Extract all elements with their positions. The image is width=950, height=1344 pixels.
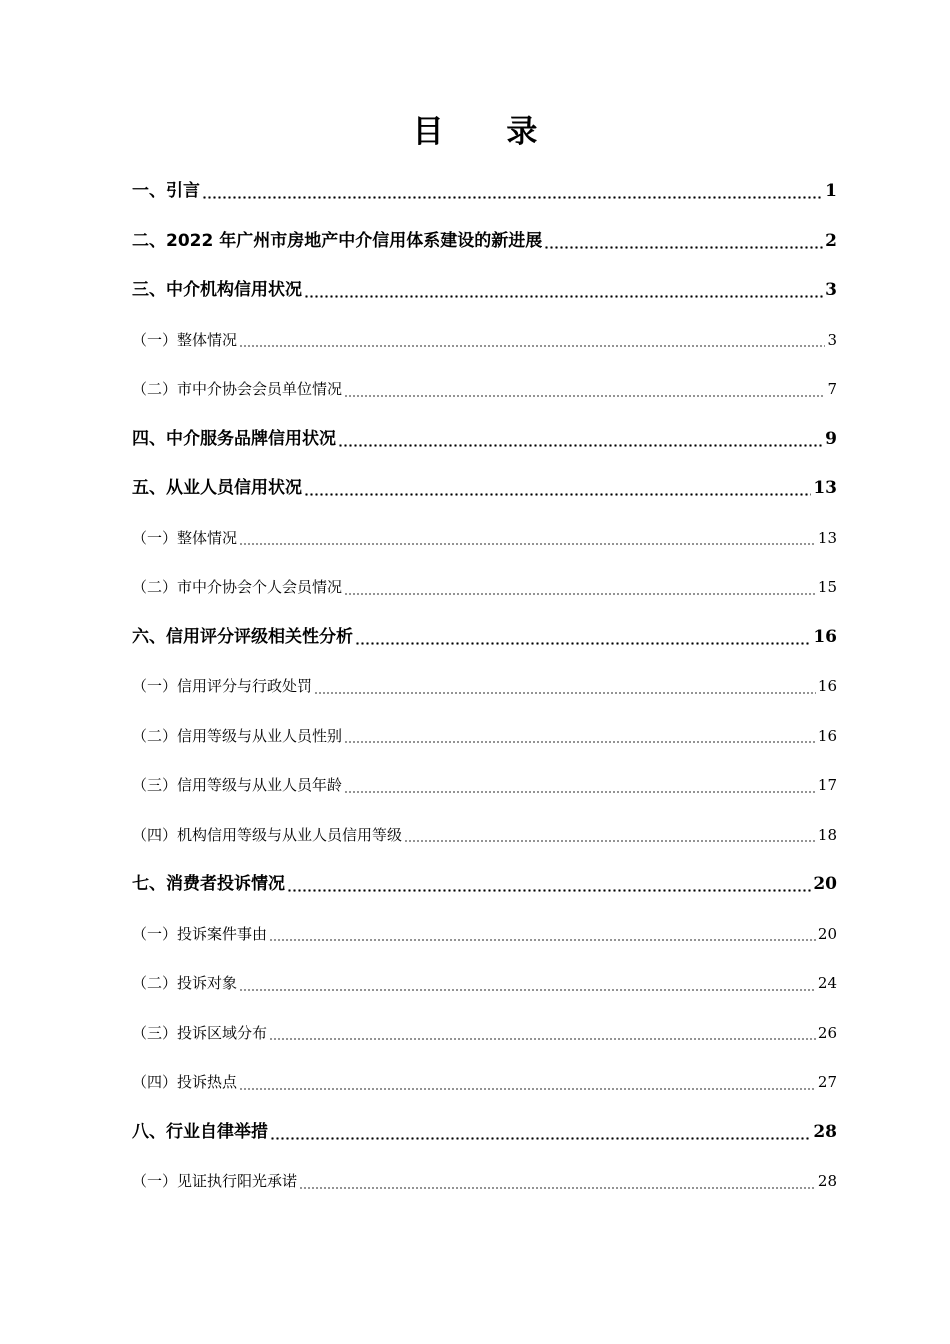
toc-entry-label: 五、从业人员信用状况 <box>132 478 302 498</box>
toc-entry[interactable] <box>132 417 837 467</box>
toc-dot-leader <box>355 642 811 645</box>
toc-dot-leader <box>299 1187 816 1189</box>
toc-dot-leader <box>269 1038 816 1040</box>
toc-entry-label: （一）投诉案件事由 <box>132 924 268 943</box>
toc-entry-label: （一）见证执行阳光承诺 <box>132 1172 298 1190</box>
toc-entry[interactable] <box>132 1159 837 1209</box>
toc-dot-leader <box>304 493 811 496</box>
toc-entry-page-number: 9 <box>825 428 837 449</box>
toc-entry[interactable] <box>132 912 837 962</box>
toc-entry-label: （四）投诉热点 <box>132 1073 238 1091</box>
toc-dot-leader <box>304 295 823 298</box>
toc-entry[interactable] <box>132 466 837 516</box>
toc-entry-page-number: 1 <box>825 181 837 201</box>
toc-entry-label: （二）投诉对象 <box>132 974 238 992</box>
toc-list <box>132 169 837 1209</box>
toc-dot-leader <box>239 1088 816 1090</box>
toc-dot-leader <box>270 1137 811 1140</box>
toc-entry-label: （二）市中介协会会员单位情况 <box>132 380 343 398</box>
toc-entry-page-number: 16 <box>817 677 837 695</box>
toc-entry[interactable] <box>132 169 837 219</box>
toc-entry-page-number: 20 <box>813 874 837 894</box>
toc-entry[interactable] <box>132 516 837 566</box>
toc-dot-leader <box>239 989 816 991</box>
toc-entry-page-number: 3 <box>827 330 837 349</box>
toc-dot-leader <box>344 741 816 743</box>
toc-entry-page-number: 17 <box>817 776 837 794</box>
toc-dot-leader <box>202 196 823 199</box>
toc-dot-leader <box>239 345 825 347</box>
toc-dot-leader <box>344 791 816 793</box>
toc-dot-leader <box>287 889 811 892</box>
toc-entry-page-number: 28 <box>813 1121 837 1142</box>
toc-dot-leader <box>344 395 825 397</box>
toc-title: 目 录 <box>412 114 564 150</box>
toc-entry-page-number: 15 <box>817 578 837 596</box>
toc-entry[interactable] <box>132 664 837 714</box>
toc-entry-page-number: 7 <box>827 380 837 398</box>
toc-entry[interactable] <box>132 318 837 368</box>
toc-entry-page-number: 24 <box>817 974 837 992</box>
toc-entry[interactable] <box>132 714 837 764</box>
toc-entry[interactable] <box>132 565 837 615</box>
toc-entry-label: 六、信用评分评级相关性分析 <box>132 626 353 647</box>
toc-entry-label: 一、引言 <box>132 181 200 201</box>
toc-entry-label: （一）整体情况 <box>132 330 238 349</box>
toc-entry-page-number: 13 <box>817 528 837 547</box>
toc-entry-label: （一）信用评分与行政处罚 <box>132 677 313 695</box>
toc-dot-leader <box>404 840 816 842</box>
toc-entry[interactable] <box>132 862 837 912</box>
toc-entry-label: （二）信用等级与从业人员性别 <box>132 726 343 745</box>
toc-entry-label: （三）投诉区域分布 <box>132 1023 268 1042</box>
toc-entry-page-number: 26 <box>817 1023 837 1042</box>
toc-entry-page-number: 18 <box>817 825 837 844</box>
toc-entry-label: （一）整体情况 <box>132 528 238 547</box>
toc-entry[interactable] <box>132 961 837 1011</box>
toc-entry-page-number: 20 <box>817 924 837 943</box>
toc-entry-page-number: 27 <box>817 1073 837 1091</box>
toc-entry-label: 八、行业自律举措 <box>132 1121 268 1142</box>
toc-entry[interactable] <box>132 1110 837 1160</box>
toc-entry-page-number: 13 <box>813 478 837 498</box>
toc-entry-page-number: 3 <box>825 280 837 300</box>
toc-entry-label: （三）信用等级与从业人员年龄 <box>132 776 343 794</box>
toc-entry[interactable] <box>132 268 837 318</box>
toc-entry-label: （四）机构信用等级与从业人员信用等级 <box>132 825 403 844</box>
toc-entry-label: （二）市中介协会个人会员情况 <box>132 578 343 596</box>
toc-dot-leader <box>239 543 816 545</box>
toc-entry-label: 七、消费者投诉情况 <box>132 874 285 894</box>
toc-dot-leader <box>344 593 816 595</box>
toc-entry-label: 三、中介机构信用状况 <box>132 280 302 300</box>
toc-entry-label: 二、2022 年广州市房地产中介信用体系建设的新进展 <box>132 230 543 251</box>
toc-entry[interactable] <box>132 367 837 417</box>
toc-entry-label: 四、中介服务品牌信用状况 <box>132 428 336 449</box>
toc-entry[interactable] <box>132 813 837 863</box>
toc-entry-page-number: 16 <box>813 626 837 647</box>
toc-entry[interactable] <box>132 1060 837 1110</box>
toc-dot-leader <box>314 692 816 694</box>
toc-entry-page-number: 28 <box>817 1172 837 1190</box>
toc-entry-page-number: 16 <box>817 726 837 745</box>
toc-entry-page-number: 2 <box>825 230 837 251</box>
toc-entry[interactable] <box>132 763 837 813</box>
toc-entry[interactable] <box>132 1011 837 1061</box>
toc-dot-leader <box>544 246 823 249</box>
toc-entry[interactable] <box>132 615 837 665</box>
toc-entry[interactable] <box>132 219 837 269</box>
toc-dot-leader <box>338 444 823 447</box>
toc-dot-leader <box>269 939 816 941</box>
